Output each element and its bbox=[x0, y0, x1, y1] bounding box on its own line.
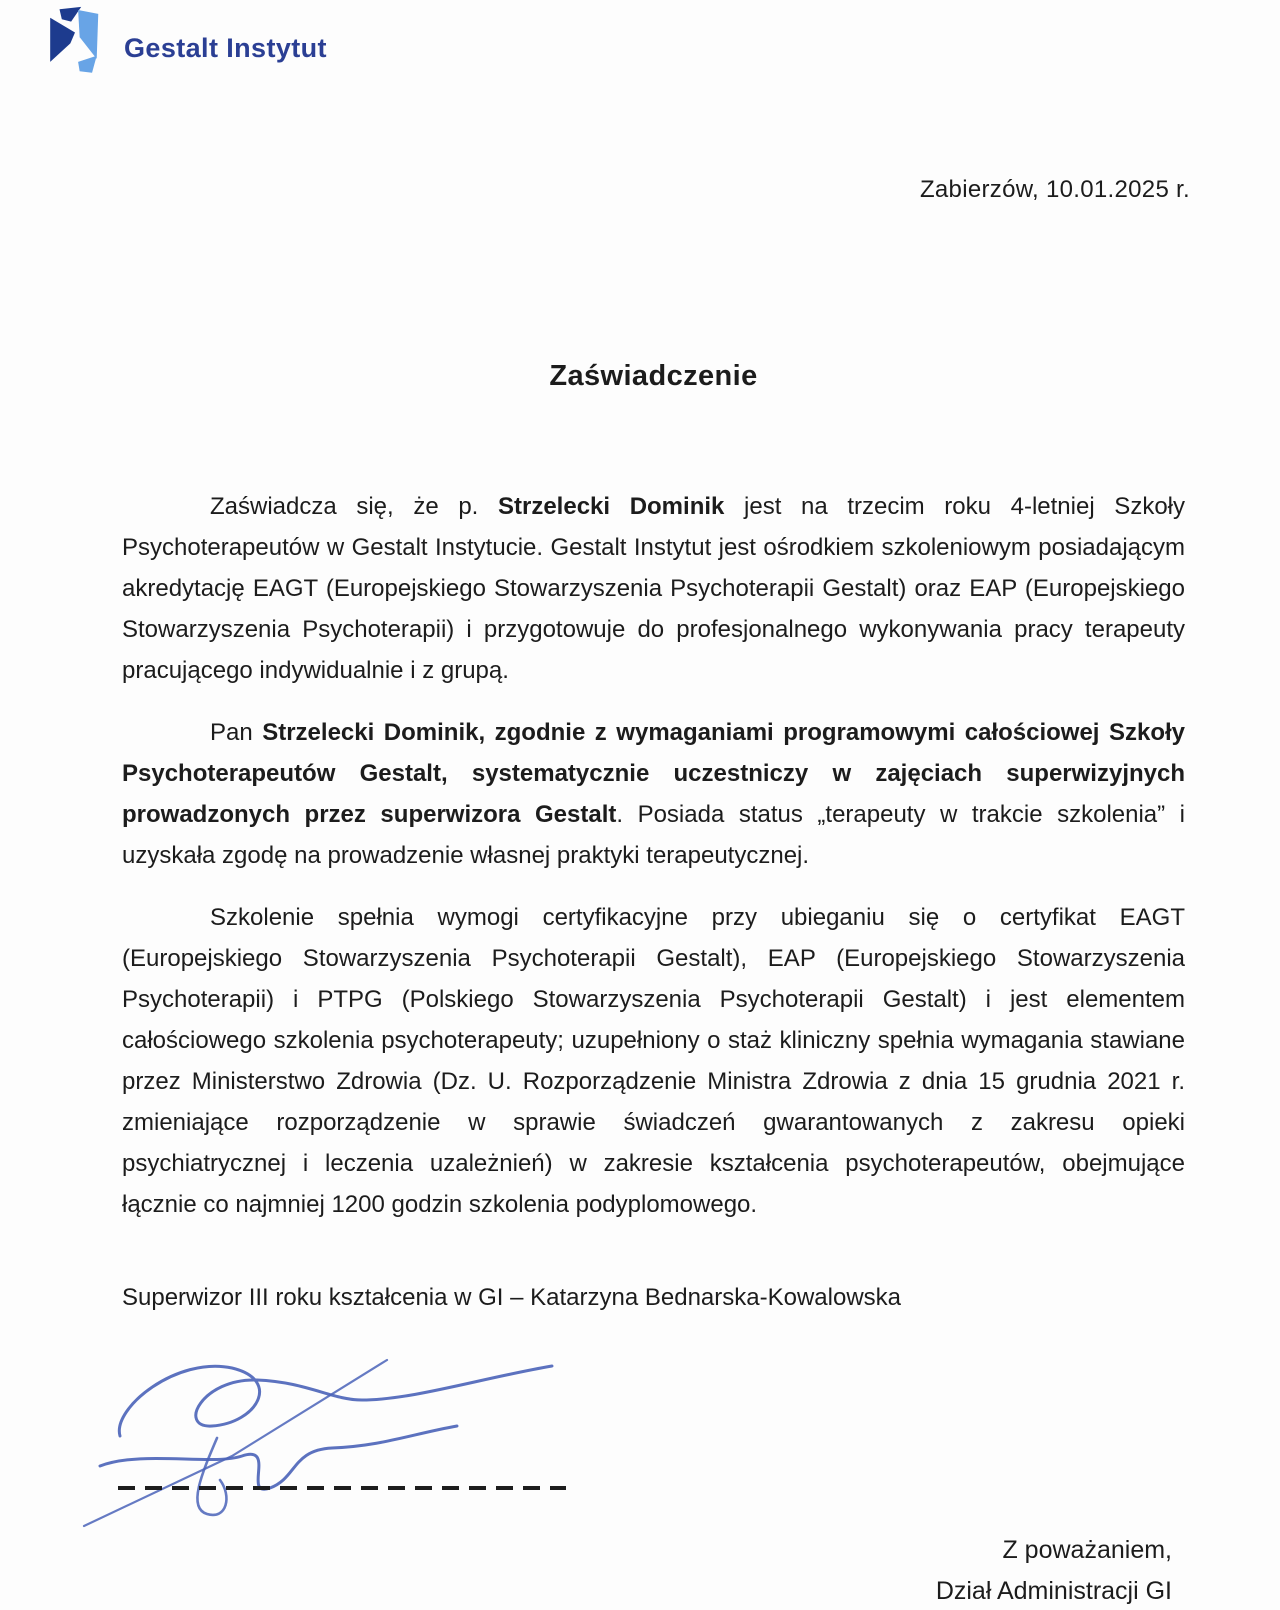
logo-shape-right-light bbox=[78, 10, 98, 59]
signature-stroke-lower bbox=[100, 1426, 457, 1489]
gestalt-logo bbox=[44, 6, 327, 76]
supervisor-line: Superwizor III roku kształcenia w GI – Katarzyna Bednarska-Kowalowska bbox=[122, 1284, 902, 1311]
signature-stroke-diagonal bbox=[84, 1360, 387, 1526]
closing-department: Dział Administracji GI bbox=[935, 1577, 1172, 1605]
logo-shape-top-dark bbox=[60, 7, 82, 22]
signature-dashed-line bbox=[118, 1486, 566, 1490]
signature-stroke-upper bbox=[119, 1366, 552, 1436]
paragraph-2: Pan Strzelecki Dominik, zgodnie z wymaganiami programowymi całościowej Szkoły Psychoterapeutów Gestalt, systematycznie uczestniczy w zajęciach superwizyjnych prowadzonych przez superwizora Gestalt. Posiada status „terapeuty w trakcie szkolenia” i uzyskała zgodę na prowadzenie własnej praktyki terapeutycznej. bbox=[122, 719, 1186, 869]
logo-wordmark: Gestalt Instytut bbox=[124, 32, 327, 63]
gestalt-logo-icon bbox=[44, 6, 106, 76]
paragraph-3: Szkolenie spełnia wymogi certyfikacyjne przy ubieganiu się o certyfikat EAGT (Europejskiego Stowarzyszenia Psychoterapii Gestalt), EAP (Europejskiego Stowarzyszenia Psychoterapii) i PTPG (Polskiego Stowarzyszenia Psychoterapii Gestalt) i jest elementem całościowego szkolenia psychoterapeuty; uzupełniony o staż kliniczny spełnia wymagania stawiane przez Ministerstwo Zdrowia (Dz. U. Rozporządzenie Ministra Zdrowia z dnia 15 grudnia 2021 r. zmieniające rozporządzenie w sprawie świadczeń gwarantowanych z zakresu opieki psychiatrycznej i leczenia uzależnień) w zakresie kształcenia psychoterapeutów, obejmujące łącznie co najmniej 1200 godzin szkolenia podyplomowego. bbox=[122, 904, 1185, 1218]
logo-shape-bottom-light bbox=[78, 56, 97, 73]
logo-shape-left-dark bbox=[50, 18, 75, 62]
signature-stroke-loop bbox=[197, 1438, 226, 1515]
handwritten-signature bbox=[82, 1338, 582, 1528]
closing-salutation: Z poważaniem, bbox=[1002, 1536, 1172, 1564]
closing-block bbox=[936, 1530, 1172, 1610]
paragraph-1: Zaświadcza się, że p. Strzelecki Dominik jest na trzecim roku 4-letniej Szkoły Psychoterapeutów w Gestalt Instytucie. Gestalt Instytut jest ośrodkiem szkoleniowym posiadającym akredytację EAGT (Europejskiego Stowarzyszenia Psychoterapii Gestalt) oraz EAP (Europejskiego Stowarzyszenia Psychoterapii) i przygotowuje do profesjonalnego wykonywania pracy terapeuty pracującego indywidualnie i z grupą. bbox=[122, 493, 1185, 684]
place-and-date: Zabierzów, 10.01.2025 r. bbox=[919, 176, 1190, 203]
document-body bbox=[122, 486, 1185, 1246]
document-title: Zaświadczenie bbox=[549, 360, 758, 392]
